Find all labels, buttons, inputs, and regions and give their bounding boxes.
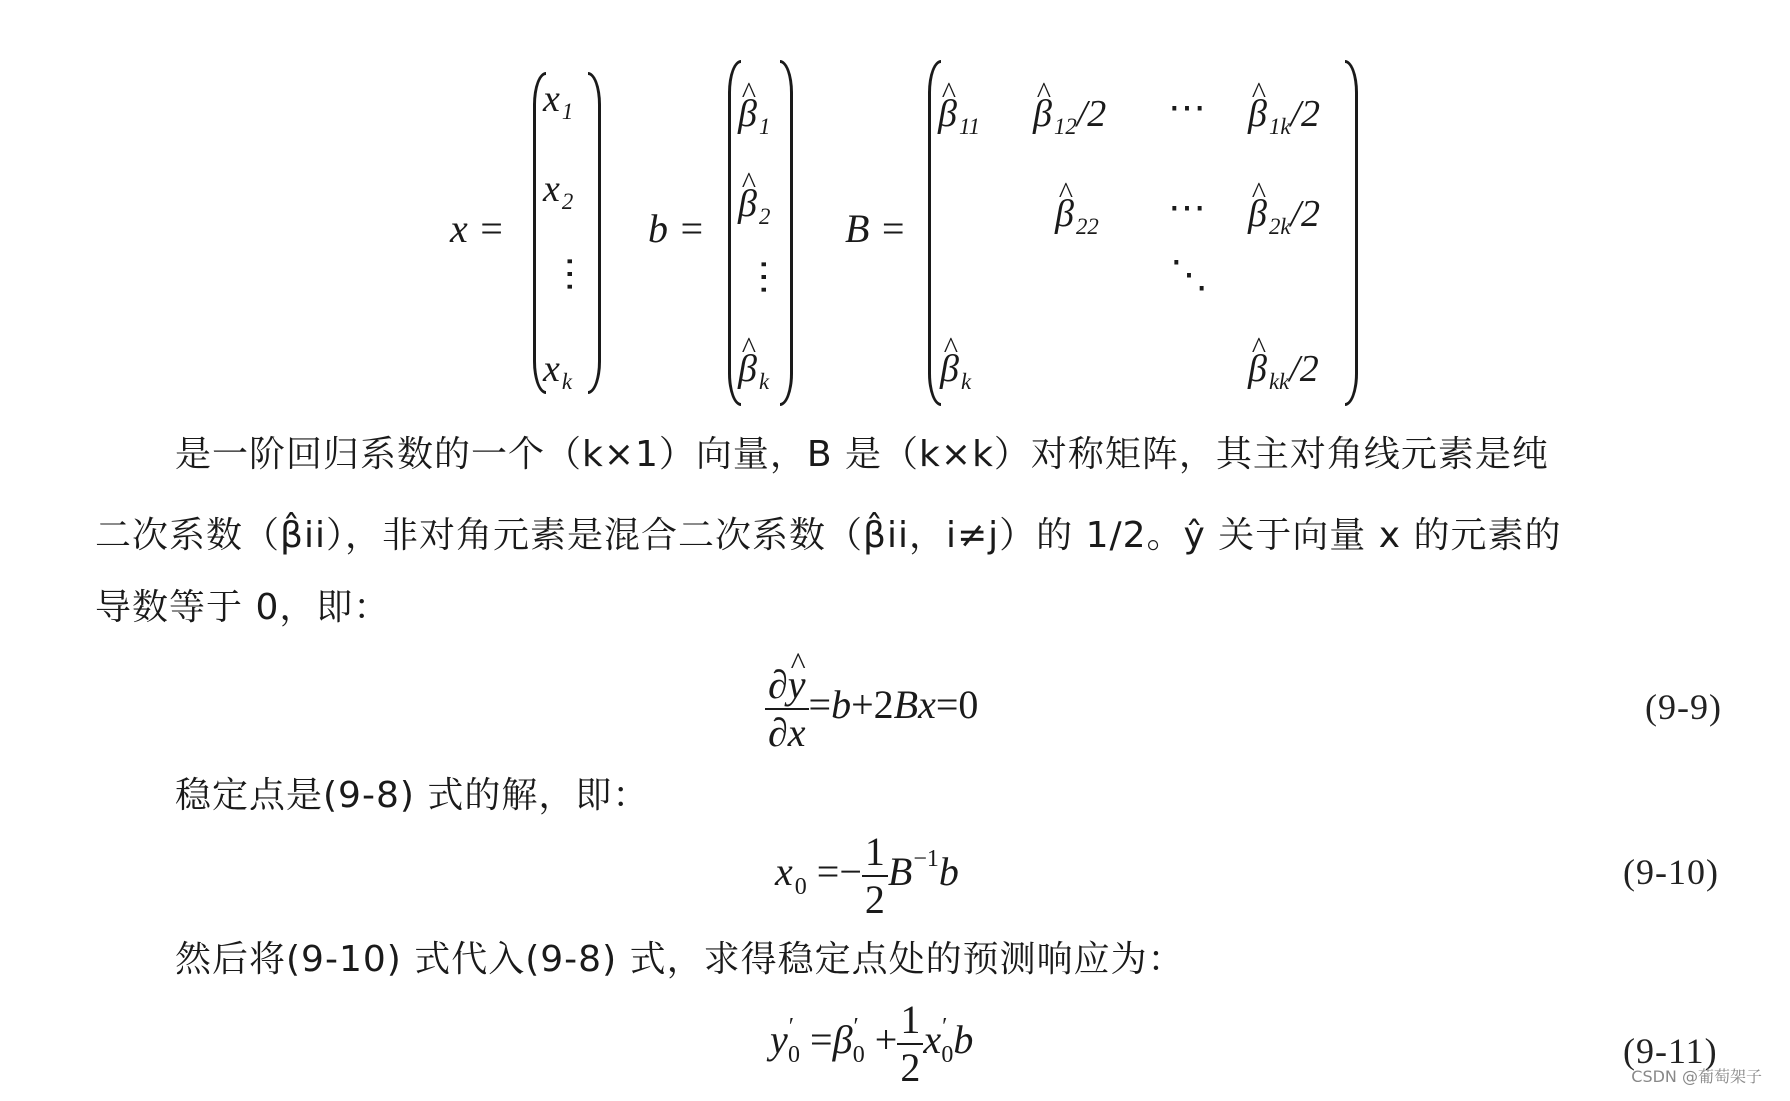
x-vector-vdots: ⋯ — [549, 255, 593, 295]
equation-label-9-11: (9-11) — [1623, 1031, 1718, 1071]
csdn-watermark: CSDN @葡萄架子 — [1631, 1067, 1762, 1086]
x-vector-right-bracket — [588, 72, 601, 394]
equation-label-9-9: (9-9) — [1645, 687, 1722, 727]
B-matrix-entry-22: ^ $\beta_{22}$ — [1055, 195, 1099, 239]
equation-label-9-10: (9-10) — [1623, 852, 1719, 892]
b-vector-vdots: ⋯ — [743, 258, 787, 298]
B-matrix-row2-hdots: ⋯ — [1168, 185, 1206, 229]
b-vector-right-bracket — [780, 60, 793, 406]
B-matrix-entry-12: ^ $\beta_{12}/2$ — [1033, 95, 1106, 139]
partial-derivative-fraction: $\frac{\partial\^{} y}{\partial x}$ — [765, 665, 809, 753]
b-vector-entry-k: ^ $\beta_k$ — [738, 350, 769, 394]
B-matrix-entry-1k: ^ $\beta_{1k}/2$ — [1248, 95, 1320, 139]
paragraph-line-2: 二次系数（β̂ii），非对角元素是混合二次系数（β̂ii，i≠j）的 1/2。ŷ 关于向量 x 的元素的 — [95, 515, 1562, 556]
B-matrix-entry-2k: ^ $\beta_{2k}/2$ — [1248, 195, 1320, 239]
b-vector-lhs: b = — [648, 206, 705, 251]
B-matrix-lhs: B = — [845, 206, 907, 251]
equation-9-10: $x_0$ =− $\frac{1}{2}$ $B^{-1}b$ — [775, 829, 959, 922]
B-matrix-row1-hdots: ⋯ — [1168, 85, 1206, 129]
B-matrix-entry-kk: ^ $\beta_{kk}/2$ — [1248, 350, 1319, 394]
equation-9-9: $\frac{\partial\^{} y}{\partial x}$ =b+2Bx=0 — [765, 665, 978, 753]
x-vector-entry-1: $x_1$ — [543, 78, 574, 124]
paragraph-line-4: 稳定点是(9-8) 式的解，即： — [175, 775, 650, 816]
b-vector-entry-2: ^ $\beta_2$ — [738, 185, 770, 229]
B-matrix-entry-11: ^ $\beta_{11}$ — [938, 95, 980, 139]
paragraph-line-3: 导数等于 0，即： — [95, 587, 391, 628]
paragraph-line-1: 是一阶回归系数的一个（k×1）向量，B 是（k×k）对称矩阵，其主对角线元素是纯 — [175, 434, 1549, 475]
x-vector-lhs: x = — [450, 206, 505, 251]
one-half-fraction-2: $\frac{1}{2}$ — [897, 1000, 923, 1088]
B-matrix-entry-k-sym: ^ $\beta_k$ — [940, 350, 971, 394]
x-vector-entry-2: $x_2$ — [543, 168, 574, 214]
B-matrix-ddots: ⋱ — [1170, 252, 1208, 296]
b-vector-entry-1: ^ $\beta_1$ — [738, 95, 770, 139]
B-matrix-right-bracket — [1345, 60, 1358, 406]
paragraph-line-5: 然后将(9-10) 式代入(9-8) 式，求得稳定点处的预测响应为： — [175, 939, 1185, 980]
equation-9-11: $y'_0 =\beta'_0$ + $\frac{1}{2}$ $x'_0b$ — [770, 997, 974, 1090]
x-vector-entry-k: $x_k$ — [543, 348, 572, 394]
one-half-fraction: $\frac{1}{2}$ — [862, 832, 888, 920]
